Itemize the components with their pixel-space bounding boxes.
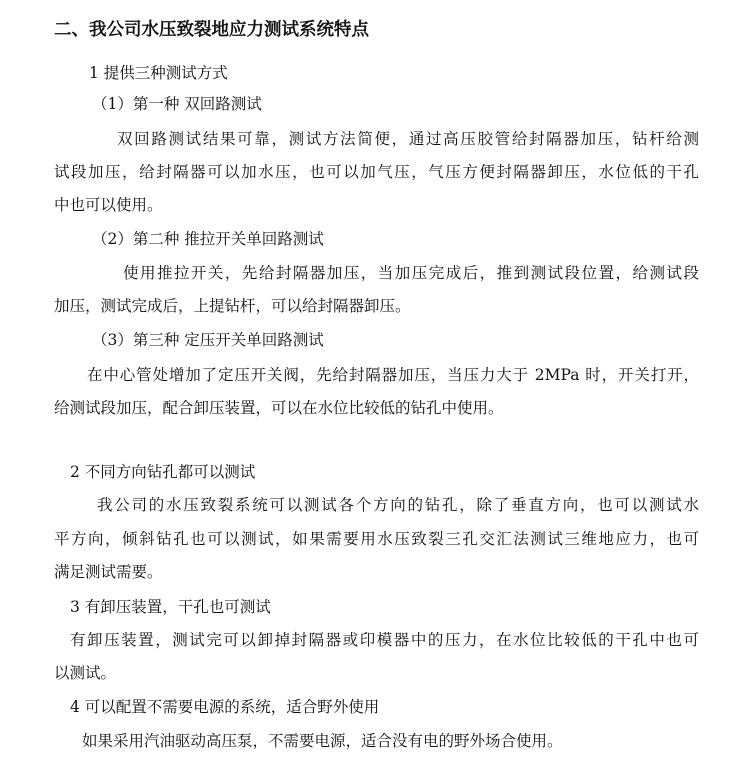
section3-heading: 3 有卸压装置，干孔也可测试	[70, 598, 271, 616]
mode1-line-1: 双回路测试结果可靠，测试方法简便，通过高压胶管给封隔器加压，钻杆给测	[117, 130, 699, 148]
section2-heading: 2 不同方向钻孔都可以测试	[70, 463, 256, 481]
section2-line-2: 平方向，倾斜钻孔也可以测试，如果需要用水压致裂三孔交汇法测试三维地应力，也可	[54, 530, 699, 548]
section3-line-1: 有卸压装置，测试完可以卸掉封隔器或印模器中的压力，在水位比较低的干孔中也可	[70, 631, 699, 649]
section2-line-1: 我公司的水压致裂系统可以测试各个方向的钻孔，除了垂直方向，也可以测试水	[97, 496, 699, 514]
mode2-line-2: 加压，测试完成后，上提钻杆，可以给封隔器卸压。	[54, 297, 411, 315]
mode3-line-1: 在中心管处增加了定压开关阀，先给封隔器加压，当压力大于 2MPa 时，开关打开，	[87, 366, 699, 384]
mode1-line-3: 中也可以使用。	[54, 196, 163, 214]
mode3-title: （3）第三种 定压开关单回路测试	[92, 331, 324, 349]
section4-line-1: 如果采用汽油驱动高压泵，不需要电源，适合没有电的野外场合使用。	[82, 732, 563, 750]
mode3-line-2: 给测试段加压，配合卸压装置，可以在水位比较低的钻孔中使用。	[54, 399, 504, 417]
document-title: 二、我公司水压致裂地应力测试系统特点	[54, 20, 369, 40]
section3-line-2: 以测试。	[54, 664, 117, 682]
section2-line-3: 满足测试需要。	[54, 563, 163, 581]
mode2-title: （2）第二种 推拉开关单回路测试	[92, 230, 324, 248]
section4-heading: 4 可以配置不需要电源的系统，适合野外使用	[70, 698, 380, 716]
mode1-title: （1）第一种 双回路测试	[92, 95, 262, 113]
mode1-line-2: 试段加压，给封隔器可以加水压，也可以加气压，气压方便封隔器卸压，水位低的干孔	[54, 163, 699, 181]
mode2-line-1: 使用推拉开关，先给封隔器加压，当加压完成后，推到测试段位置，给测试段	[123, 264, 699, 282]
section1-heading: 1 提供三种测试方式	[89, 64, 228, 82]
